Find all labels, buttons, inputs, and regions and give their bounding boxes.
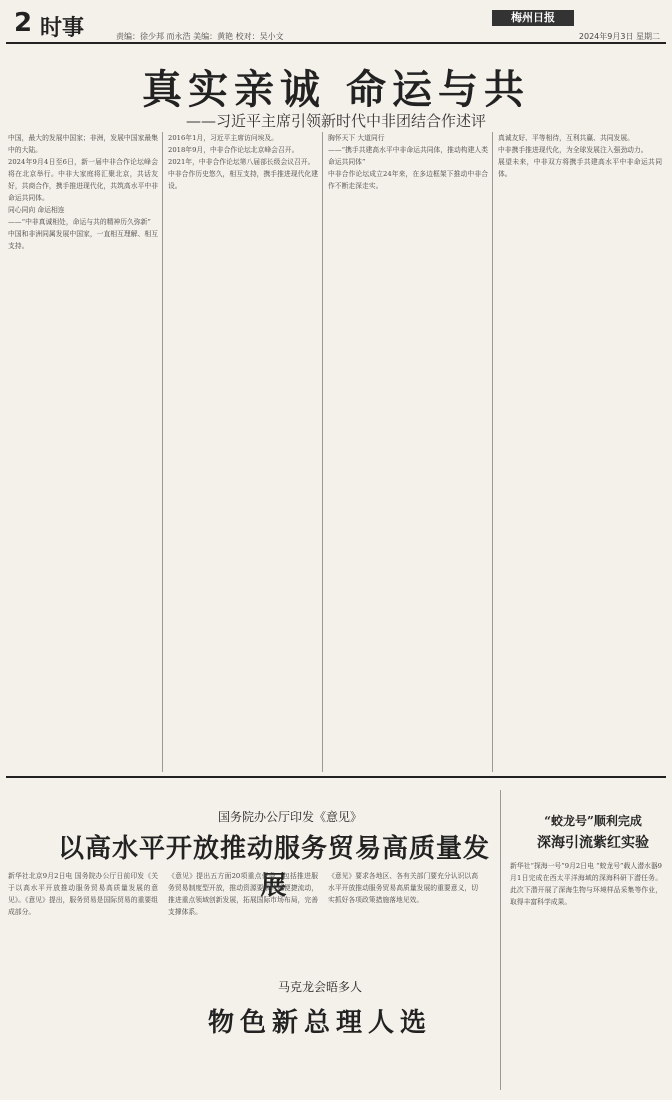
main-column-1 [8, 132, 158, 772]
main-article-text: 2016年1月，习近平主席访问埃及。 2018年9月，中非合作论坛北京峰会召开。 2021年，中非合作论坛第八届部长级会议召开。 中非合作历史悠久，相互支持，携手推进现代化建设。 [168, 134, 318, 190]
main-article-text: 中国，最大的发展中国家；非洲，发展中国家最集中的大陆。 2024年9月4日至6日，新一届中非合作论坛峰会将在北京举行。中非大家庭将汇聚北京，共话友好，共商合作，携手推进现代化，共筑高水平中非命运共同体。 同心同向 命运相连 ——“中非真诚相处，命运与共的精神历久弥新” 中国和非洲同属发展中国家，一直相互理解、相互支持。 [8, 134, 158, 250]
editors-line: 责编：徐少邦 而永浩 美编：黄艳 校对：吴小文 [116, 32, 284, 41]
lower-mid-headline: 物色新总理人选 [207, 1008, 432, 1038]
page-number: 2 [14, 8, 33, 38]
main-article-text: 胸怀天下 大道同行 ——“携手共建高水平中非命运共同体，推动构建人类命运共同体” 中非合作论坛成立24年来，在多边框架下推动中非合作不断走深走实。 [328, 134, 488, 190]
lower-right-kicker: “蛟龙号”顺利完成 [544, 814, 642, 828]
main-headline: 真实亲诚 命运与共 [142, 66, 530, 113]
main-column-4 [498, 132, 662, 772]
issue-date: 2024年9月3日 星期二 [578, 32, 660, 41]
lower-right-headline: 深海引流紫红实验 [537, 835, 649, 851]
page-header [6, 6, 666, 44]
newspaper-logo: 梅州日报 [492, 10, 574, 26]
main-column-2 [168, 132, 318, 772]
main-subline: ——习近平主席引领新时代中非团结合作述评 [185, 112, 486, 130]
column-divider [492, 132, 493, 772]
section-title: 时事 [40, 16, 85, 41]
lower-left-headline: 以高水平开放推动服务贸易高质量发展 [57, 834, 490, 901]
column-divider [162, 132, 163, 772]
section-divider [6, 776, 666, 778]
main-article-text: 真诚友好、平等相待，互利共赢、共同发展。 中非携手推进现代化，为全球发展注入强劲动力。 展望未来，中非双方将携手共建高水平中非命运共同体。 [498, 134, 662, 178]
column-divider [500, 790, 501, 1090]
lower-left-column-3: 《意见》要求各地区、各有关部门要充分认识以高水平开放推动服务贸易高质量发展的重要意义，切实抓好各项政策措施落地见效。 [328, 872, 478, 904]
lower-left-kicker: 国务院办公厅印发《意见》 [217, 810, 362, 824]
lower-mid-kicker: 马克龙会晤多人 [277, 980, 362, 994]
lower-left-column-2: 《意见》提出五方面20项重点任务，包括推进服务贸易制度型开放，推动资源要素跨境便捷流动，推进重点领域创新发展，拓展国际市场布局，完善支撑体系。 [168, 872, 318, 916]
lower-left-column-1: 新华社北京9月2日电 国务院办公厅日前印发《关于以高水平开放推动服务贸易高质量发展的意见》。《意见》提出，服务贸易是国际贸易的重要组成部分。 [8, 872, 158, 916]
lower-right-column: 新华社“探海一号”9月2日电 “蛟龙号”载人潜水器9月1日完成在西太平洋海域的深海科研下潜任务。此次下潜开展了深海生物与环境样品采集等作业，取得丰富科学成果。 [510, 862, 662, 906]
main-column-3 [328, 132, 488, 772]
column-divider [322, 132, 323, 772]
